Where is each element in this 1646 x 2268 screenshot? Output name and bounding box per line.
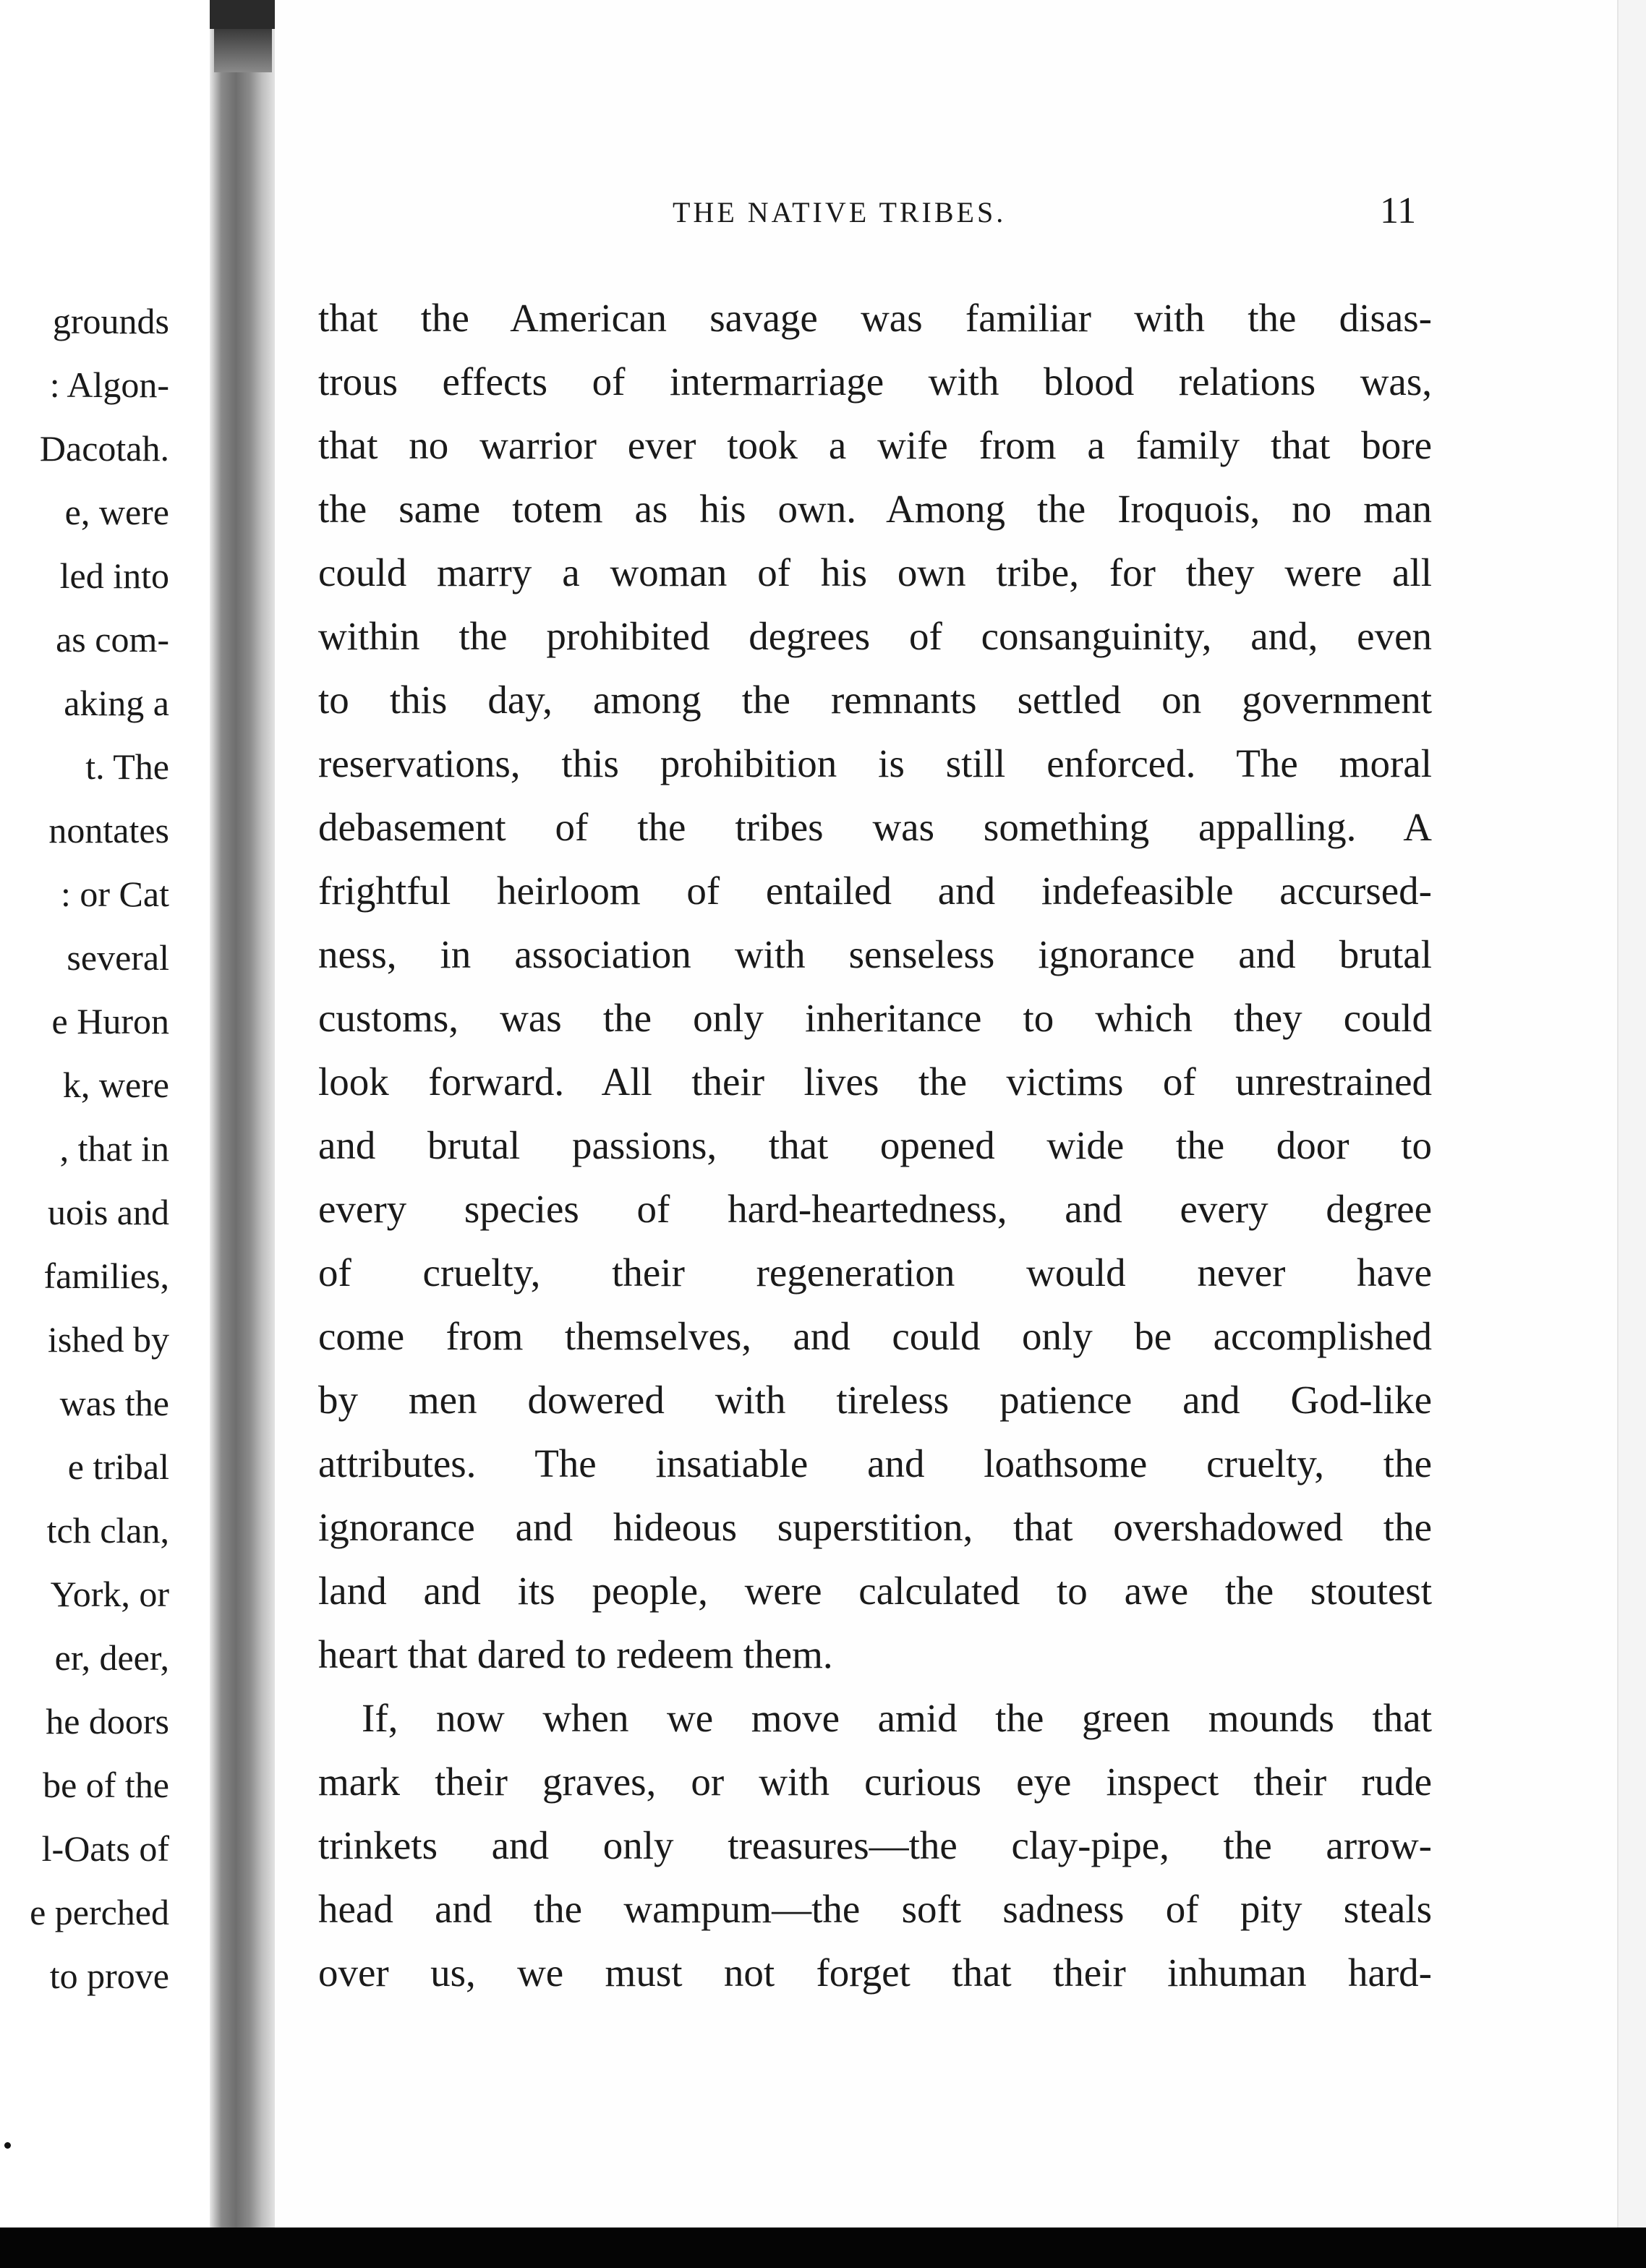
- left-fragment-line: e Huron: [51, 1001, 169, 1041]
- left-fragment-line: : or Cat: [61, 874, 169, 914]
- gutter-top-edge: [210, 0, 275, 29]
- body-line: ignorance and hideous superstition, that overshadowed the: [318, 1505, 1432, 1549]
- left-page-text-fragments: [30, 289, 169, 2008]
- body-line: over us, we must not forget that their inhuman hard-: [318, 1951, 1432, 1995]
- body-line: attributes. The insatiable and loathsome cruelty, the: [318, 1441, 1432, 1485]
- body-line: within the prohibited degrees of consanguinity, and, even: [318, 614, 1432, 658]
- left-fragment-line: e tribal: [67, 1446, 169, 1487]
- left-fragment-line: e, were: [64, 492, 169, 532]
- body-line: mark their graves, or with curious eye inspect their rude: [318, 1760, 1432, 1804]
- page-number: 11: [1380, 190, 1417, 231]
- paragraph-start-line: If, now when we move amid the green mounds that: [362, 1696, 1432, 1740]
- body-line: every species of hard-heartedness, and every degree: [318, 1187, 1432, 1231]
- body-line: by men dowered with tireless patience and God-like: [318, 1378, 1432, 1422]
- body-line: ness, in association with senseless ignorance and brutal: [318, 932, 1432, 976]
- left-fragment-line: er, deer,: [54, 1637, 169, 1678]
- body-line: could marry a woman of his own tribe, for they were all: [318, 550, 1432, 594]
- gutter-top-shading: [214, 29, 272, 72]
- left-fragment-line: be of the: [43, 1765, 169, 1805]
- left-fragment-line: to prove: [49, 1956, 169, 1996]
- body-line: trinkets and only treasures—the clay-pipe, the arrow-: [318, 1823, 1432, 1867]
- left-facing-page: [0, 0, 210, 2228]
- left-fragment-line: tch clan,: [46, 1510, 169, 1551]
- left-fragment-line: l-Oats of: [41, 1828, 169, 1869]
- body-line: of cruelty, their regeneration would never have: [318, 1250, 1432, 1295]
- left-fragment-line: he doors: [46, 1701, 169, 1742]
- body-text: [318, 286, 1432, 2005]
- paragraph-end-line: heart that dared to redeem them.: [318, 1632, 833, 1676]
- left-fragment-line: ished by: [47, 1319, 169, 1360]
- left-fragment-line: Dacotah.: [39, 428, 169, 469]
- left-fragment-line: families,: [43, 1256, 169, 1296]
- left-fragment-line: grounds: [52, 301, 169, 341]
- body-line: debasement of the tribes was something appalling. A: [318, 805, 1432, 849]
- body-line: that no warrior ever took a wife from a family that bore: [318, 423, 1432, 467]
- left-fragment-line: several: [67, 937, 169, 978]
- body-line: the same totem as his own. Among the Iroquois, no man: [318, 487, 1432, 531]
- left-fragment-line: nontates: [48, 810, 169, 850]
- left-fragment-line: aking a: [64, 683, 169, 723]
- body-line: frightful heirloom of entailed and indefeasible accursed-: [318, 869, 1432, 913]
- left-fragment-line: t. The: [85, 746, 169, 787]
- ink-speck: [4, 2142, 11, 2149]
- body-line: reservations, this prohibition is still enforced. The moral: [318, 741, 1432, 785]
- body-line: come from themselves, and could only be accomplished: [318, 1314, 1432, 1358]
- left-fragment-line: led into: [59, 555, 169, 596]
- page-header: [275, 189, 1617, 240]
- running-head: THE NATIVE TRIBES.: [673, 196, 1007, 229]
- body-line: that the American savage was familiar with the disas-: [318, 296, 1432, 340]
- left-fragment-line: was the: [59, 1383, 169, 1423]
- left-fragment-line: k, were: [62, 1065, 169, 1105]
- body-line: head and the wampum—the soft sadness of pity steals: [318, 1887, 1432, 1931]
- body-line: to this day, among the remnants settled on government: [318, 678, 1432, 722]
- body-line: and brutal passions, that opened wide the door to: [318, 1123, 1432, 1167]
- scan-bottom-border: [0, 2228, 1646, 2268]
- body-line: land and its people, were calculated to awe the stoutest: [318, 1569, 1432, 1613]
- left-fragment-line: e perched: [30, 1892, 169, 1932]
- book-gutter-shadow: [210, 0, 275, 2228]
- page-right-edge: [1617, 0, 1646, 2228]
- left-fragment-line: , that in: [59, 1128, 169, 1169]
- left-fragment-line: : Algon-: [49, 364, 169, 405]
- left-fragment-line: as com-: [56, 619, 169, 660]
- body-line: look forward. All their lives the victims of unrestrained: [318, 1060, 1432, 1104]
- left-fragment-line: uois and: [47, 1192, 169, 1232]
- body-line: trous effects of intermarriage with blood relations was,: [318, 359, 1432, 404]
- body-line: customs, was the only inheritance to which they could: [318, 996, 1432, 1040]
- left-fragment-line: York, or: [50, 1574, 169, 1614]
